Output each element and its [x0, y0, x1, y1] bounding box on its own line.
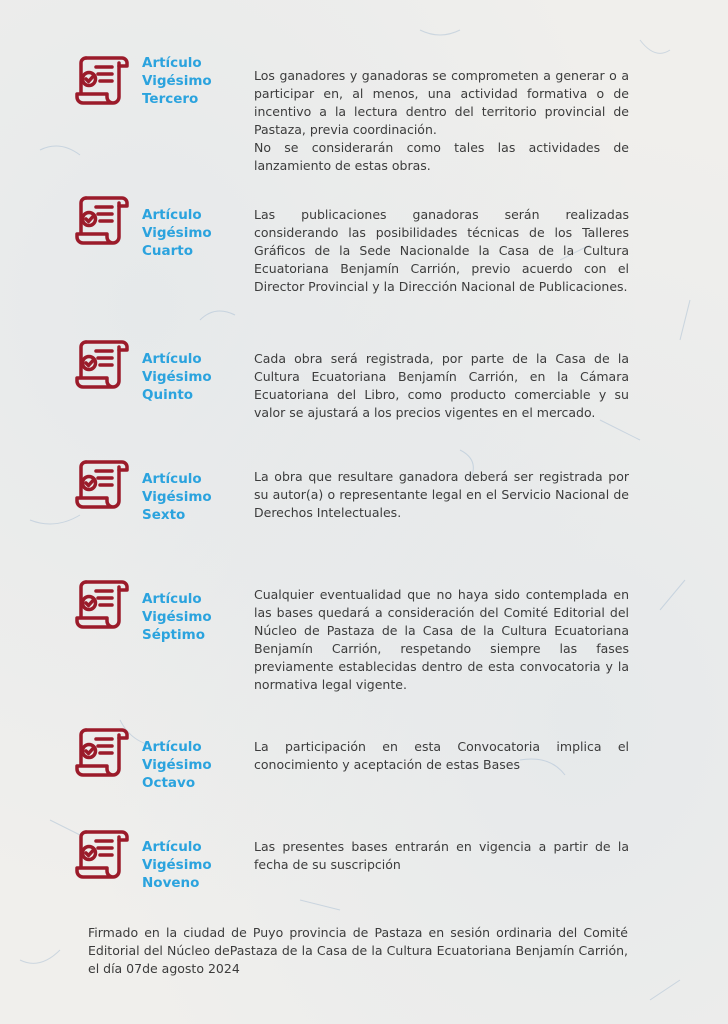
- article-heading: [142, 738, 252, 792]
- article-paragraph: La participación en esta Convocatoria implica el conocimiento y aceptación de estas Bases: [254, 739, 629, 772]
- article-heading: [142, 350, 252, 404]
- article-heading-line: Noveno: [142, 875, 200, 891]
- article-heading-line: Séptimo: [142, 627, 205, 643]
- article-heading-line: Sexto: [142, 507, 186, 523]
- article-heading-line: Cuarto: [142, 243, 194, 259]
- scroll-document-check-icon: [74, 724, 132, 782]
- article-heading-line: Artículo: [142, 207, 202, 223]
- article-heading-line: Vigésimo: [142, 369, 212, 385]
- article-paragraph: Los ganadores y ganadoras se comprometen a generar o a participar en, al menos, una actividad formativa o de incentivo a la lectura dentro del territorio provincial de Pastaza, previa coordinación.: [254, 68, 629, 137]
- article-heading-line: Vigésimo: [142, 757, 212, 773]
- article-paragraph: Cada obra será registrada, por parte de la Casa de la Cultura Ecuatoriana Benjamín Carrión, en la Cámara Ecuatoriana del Libro, como producto comerciable y su valor se ajustará a los precios vigentes en el mercado.: [254, 351, 629, 420]
- article-heading: [142, 470, 252, 524]
- article-paragraph: Las presentes bases entrarán en vigencia a partir de la fecha de su suscripción: [254, 839, 629, 872]
- article-heading-line: Artículo: [142, 55, 202, 71]
- article-heading-line: Vigésimo: [142, 489, 212, 505]
- article-heading-line: Tercero: [142, 91, 199, 107]
- article-paragraph: Cualquier eventualidad que no haya sido contemplada en las bases quedará a consideración del Comité Editorial del Núcleo de Pastaza de la Casa de la Cultura Ecuatoriana Benjamín Carrión, respetando siempre las fases previamente establecidas dentro de esta convocatoria y la normativa legal vigente.: [254, 587, 629, 692]
- article-heading-line: Artículo: [142, 471, 202, 487]
- scroll-document-check-icon: [74, 456, 132, 514]
- scroll-document-check-icon: [74, 192, 132, 250]
- article-heading-line: Artículo: [142, 351, 202, 367]
- article-body: [254, 350, 629, 422]
- signature-statement: Firmado en la ciudad de Puyo provincia de Pastaza en sesión ordinaria del Comité Editorial del Núcleo dePastaza de la Casa de la Cultura Ecuatoriana Benjamín Carrión, el día 07de agosto 2024: [88, 925, 628, 976]
- article-heading-line: Vigésimo: [142, 73, 212, 89]
- article-heading-line: Vigésimo: [142, 225, 212, 241]
- article-body: [254, 586, 629, 694]
- scroll-document-check-icon: [74, 826, 132, 884]
- article-paragraph: Las publicaciones ganadoras serán realizadas considerando las posibilidades técnicas de los Talleres Gráficos de la Sede Nacionalde la Casa de la Cultura Ecuatoriana Benjamín Carrión, previo acuerdo con el Director Provincial y la Dirección Nacional de Publicaciones.: [254, 207, 629, 294]
- article-paragraph: La obra que resultare ganadora deberá ser registrada por su autor(a) o representante legal en el Servicio Nacional de Derechos Intelectuales.: [254, 469, 629, 520]
- article-paragraph: No se considerarán como tales las actividades de lanzamiento de estas obras.: [254, 140, 629, 173]
- article-body: [254, 206, 629, 296]
- article-heading: [142, 590, 252, 644]
- scroll-document-check-icon: [74, 52, 132, 110]
- article-heading: [142, 54, 252, 108]
- article-heading-line: Vigésimo: [142, 857, 212, 873]
- article-heading-line: Artículo: [142, 839, 202, 855]
- article-heading: [142, 206, 252, 260]
- article-body: [254, 838, 629, 874]
- article-heading: [142, 838, 252, 892]
- scroll-document-check-icon: [74, 336, 132, 394]
- article-heading-line: Artículo: [142, 591, 202, 607]
- article-heading-line: Octavo: [142, 775, 196, 791]
- article-heading-line: Quinto: [142, 387, 194, 403]
- article-body: [254, 468, 629, 522]
- article-heading-line: Vigésimo: [142, 609, 212, 625]
- article-body: [254, 67, 629, 175]
- article-body: [254, 738, 629, 774]
- article-heading-line: Artículo: [142, 739, 202, 755]
- scroll-document-check-icon: [74, 576, 132, 634]
